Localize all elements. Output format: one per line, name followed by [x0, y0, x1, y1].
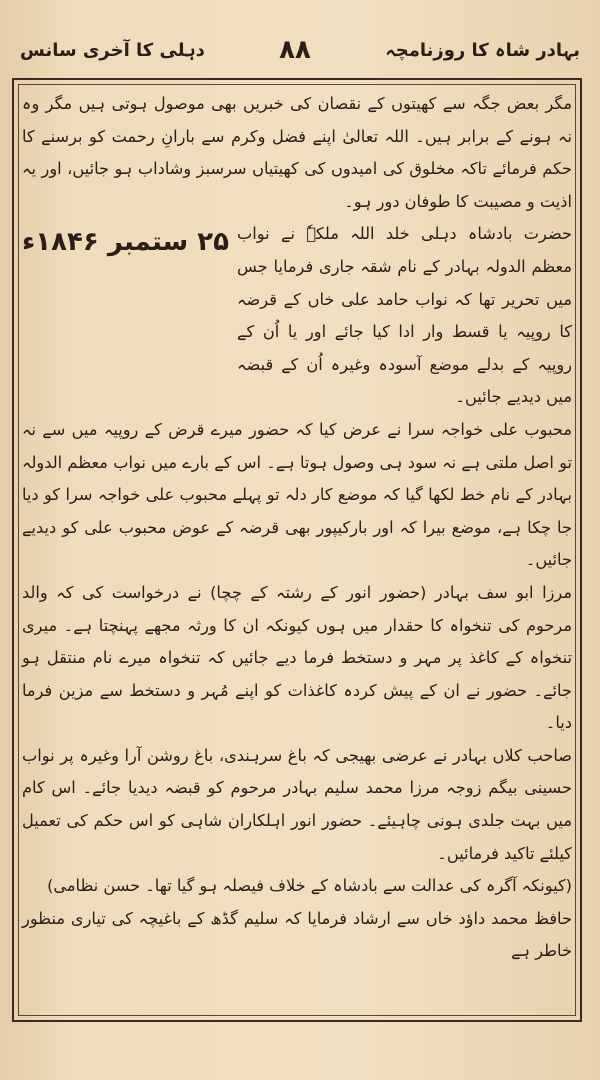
- paragraph-1: مگر بعض جگہ سے کھیتوں کے نقصان کی خبریں بھی موصول ہوتی ہیں مگر وہ نہ ہونے کے برابر ہیں۔ اللہ تعالیٰ اپنے فضل وکرم سے بارانِ رحمت کو برسنے کا حکم فرمائے تاکہ مخلوق کی امیدوں کی کھیتیاں سرسبز وشاداب ہو جائیں، اور یہ اذیت و مصیبت کا طوفان دور ہو۔: [22, 94, 572, 211]
- entry-date: ۲۵ ستمبر ۱۸۴۶ء: [22, 227, 230, 258]
- page-number: ۸۸: [279, 35, 311, 65]
- page-body: [22, 88, 572, 1008]
- dated-entry: [22, 218, 572, 414]
- paragraph-6: حافظ محمد داؤد خاں سے ارشاد فرمایا کہ سلیم گڈھ کے باغیچہ کی تیاری منظور خاطر ہے: [22, 908, 572, 961]
- chapter-title: بہادر شاہ کا روزنامچہ: [385, 39, 580, 61]
- book-title: دہلی کا آخری سانس: [20, 39, 205, 61]
- dated-entry-text: حضرت بادشاہ دہلی خلد اللہ ملکہٗ نے نواب معظم الدولہ بہادر کے نام شقہ جاری فرمایا جس میں تحریر تھا کہ نواب حامد علی خاں کے قرضہ کا روپیہ یا قسط وار ادا کیا جائے اور یا اُن کے روپیہ کے بدلے موضع آسودہ وغیرہ اُن کے قبضہ میں دیدیے جائیں۔: [237, 224, 572, 407]
- page-header: [20, 30, 580, 70]
- paragraph-2: محبوب علی خواجہ سرا نے عرض کیا کہ حضور میرے قرض کے روپیہ میں سے نہ تو اصل ملتی ہے نہ سود ہی وصول ہوتا ہے۔ اس کے بارے میں نواب معظم الدولہ بہادر کے نام خط لکھا گیا کہ موضع کار دلہ تو پہلے محبوب علی خواجہ سرا کو دیا جا چکا ہے، موضع بیرا کہ اور بارکیپور بھی قرضہ کے عوض محبوب علی کو دیدیے جائیں۔: [22, 419, 572, 570]
- paragraph-5: (کیونکہ آگرہ کی عدالت سے بادشاہ کے خلاف فیصلہ ہو گیا تھا۔ حسن نظامی): [47, 876, 572, 896]
- paragraph-3: مرزا ابو سف بہادر (حضور انور کے رشتہ کے چچا) نے درخواست کی کہ والد مرحوم کی تنخواہ کا حقدار میں ہوں کیونکہ ان کا ورثہ مجھے پہنچتا ہے۔ میری تنخواہ کے کاغذ پر مہر و دستخط فرما دیے جائیں کہ تنخواہ میرے نام منتقل ہو جائے۔ حضور نے ان کے پیش کردہ کاغذات کو اپنے مُہر و دستخط سے مزین فرما دیا۔: [22, 582, 572, 733]
- paragraph-4: صاحب کلاں بہادر نے عرضی بھیجی کہ باغ سرہندی، باغ روشن آرا وغیرہ پر نواب حسینی بیگم زوجہ مرزا محمد سلیم بہادر مرحوم کو قبضہ دیدیا جائے۔ اس کام میں بہت جلدی ہونی چاہیئے۔ حضور انور اہلکاران شاہی کو اس حکم کی تعمیل کیلئے تاکید فرمائیں۔: [22, 745, 572, 863]
